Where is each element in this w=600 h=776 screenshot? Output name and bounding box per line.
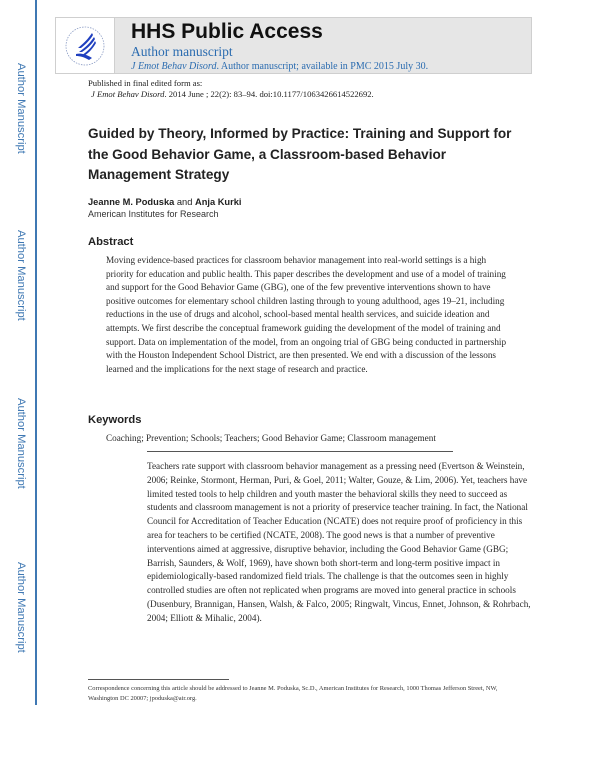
section-divider	[147, 451, 453, 452]
footnote-divider	[88, 679, 229, 680]
hhs-header	[55, 17, 532, 74]
sidebar-label	[11, 562, 27, 662]
availability-text: . Author manuscript; available in PMC 2015 July 30.	[216, 61, 429, 72]
author-name: Anja Kurki	[194, 197, 242, 207]
author-name: Jeanne M. Poduska	[88, 197, 175, 207]
hhs-logo	[56, 18, 115, 73]
footnote-correspondence: Correspondence concerning this article should be addressed to Jeanne M. Poduska, Sc.D., American Institutes for Research, 1000 Thomas Jefferson Street, NW, Washington DC 20007; jpoduska@air.org.	[88, 685, 498, 702]
header-subtitle: Author manuscript	[131, 44, 233, 59]
abstract-text: Moving evidence-based practices for classroom behavior management into real-world settings is a high priority for education and public health. This paper describes the development and use of a model of training and support for the Good Behavior Game (GBG), one of the few preventive interventions shown to have positive outcomes for elementary school children lasting through to young adulthood, ages 19–21, including reductions in the use of drugs and alcohol, school-based mental health services, and suicide ideation and attempts. We first describe the conceptual framework guiding the development of the model of training and support. Data on implementation of the model, from an ongoing trial of GBG being conducted in partnership with the Houston Independent School District, are then presented. We end with a discussion of the lessons learned and the implications for the next stage of research and practice.	[106, 255, 507, 374]
keywords-heading: Keywords	[88, 414, 142, 426]
published-citation-text[interactable]: . 2014 June ; 22(2): 83–94. doi:10.1177/1063426614522692.	[164, 89, 374, 99]
published-journal: J Emot Behav Disord	[91, 89, 165, 99]
published-info	[88, 78, 374, 100]
sidebar-label-text: Author Manuscript	[15, 63, 27, 154]
sidebar-label	[11, 398, 27, 498]
keywords-text: Coaching; Prevention; Schools; Teachers; Good Behavior Game; Classroom management	[106, 433, 436, 443]
header-title: HHS Public Access	[131, 20, 323, 43]
published-label: Published in final edited form as:	[88, 78, 203, 88]
author-affiliation: American Institutes for Research	[88, 209, 219, 219]
body-paragraph: Teachers rate support with classroom behavior management as a pressing need (Evertson & Weinstein, 2006; Reinke, Stormont, Herman, Puri, & Goel, 2011; Walter, Gouze, & Lim, 2006). Yet, teachers have limited tested tools to help children and youth master the behavioral skills they need to succeed as students and classroom management is not a priority of preservice teacher training. In fact, the National Council for Accreditation of Teacher Education (NCATE) does not require proof of proficiency in this area for teachers to be certified (NCATE, 2008). The good news is that a number of preventive interventions aimed at aggressive, disruptive behavior, including the Good Behavior Game (GBG; Barrish, Saunders, & Wolf, 1969), have shown both short-term and long-term positive impact in epidemiologically-based randomized field trials. The challenge is that the outcomes seen in highly controlled studies are often not replicated when programs are moved into general practice in schools (Dusenbury, Brannigan, Hansen, Walsh, & Falco, 2005; Ringwalt, Vincus, Ennet, Johnson, & Rohrbach, 2004; Elliott & Mihalic, 2004).	[147, 461, 531, 623]
availability-line	[131, 60, 531, 74]
sidebar-label	[11, 63, 27, 163]
sidebar-label-text: Author Manuscript	[15, 230, 27, 321]
journal-abbrev[interactable]: J Emot Behav Disord	[131, 61, 217, 72]
author-connector: and	[174, 197, 195, 207]
author-list	[88, 196, 241, 209]
abstract-heading: Abstract	[88, 236, 134, 248]
sidebar-label-text: Author Manuscript	[15, 398, 27, 489]
sidebar-divider	[35, 0, 37, 705]
sidebar-label-text: Author Manuscript	[15, 562, 27, 653]
published-citation	[88, 89, 374, 100]
sidebar-label	[11, 230, 27, 330]
hhs-eagle-logo-icon	[62, 23, 108, 69]
article-title: Guided by Theory, Informed by Practice: Training and Support for the Good Behavior Game, a Classroom-based Behavior Management Strategy	[88, 126, 512, 182]
